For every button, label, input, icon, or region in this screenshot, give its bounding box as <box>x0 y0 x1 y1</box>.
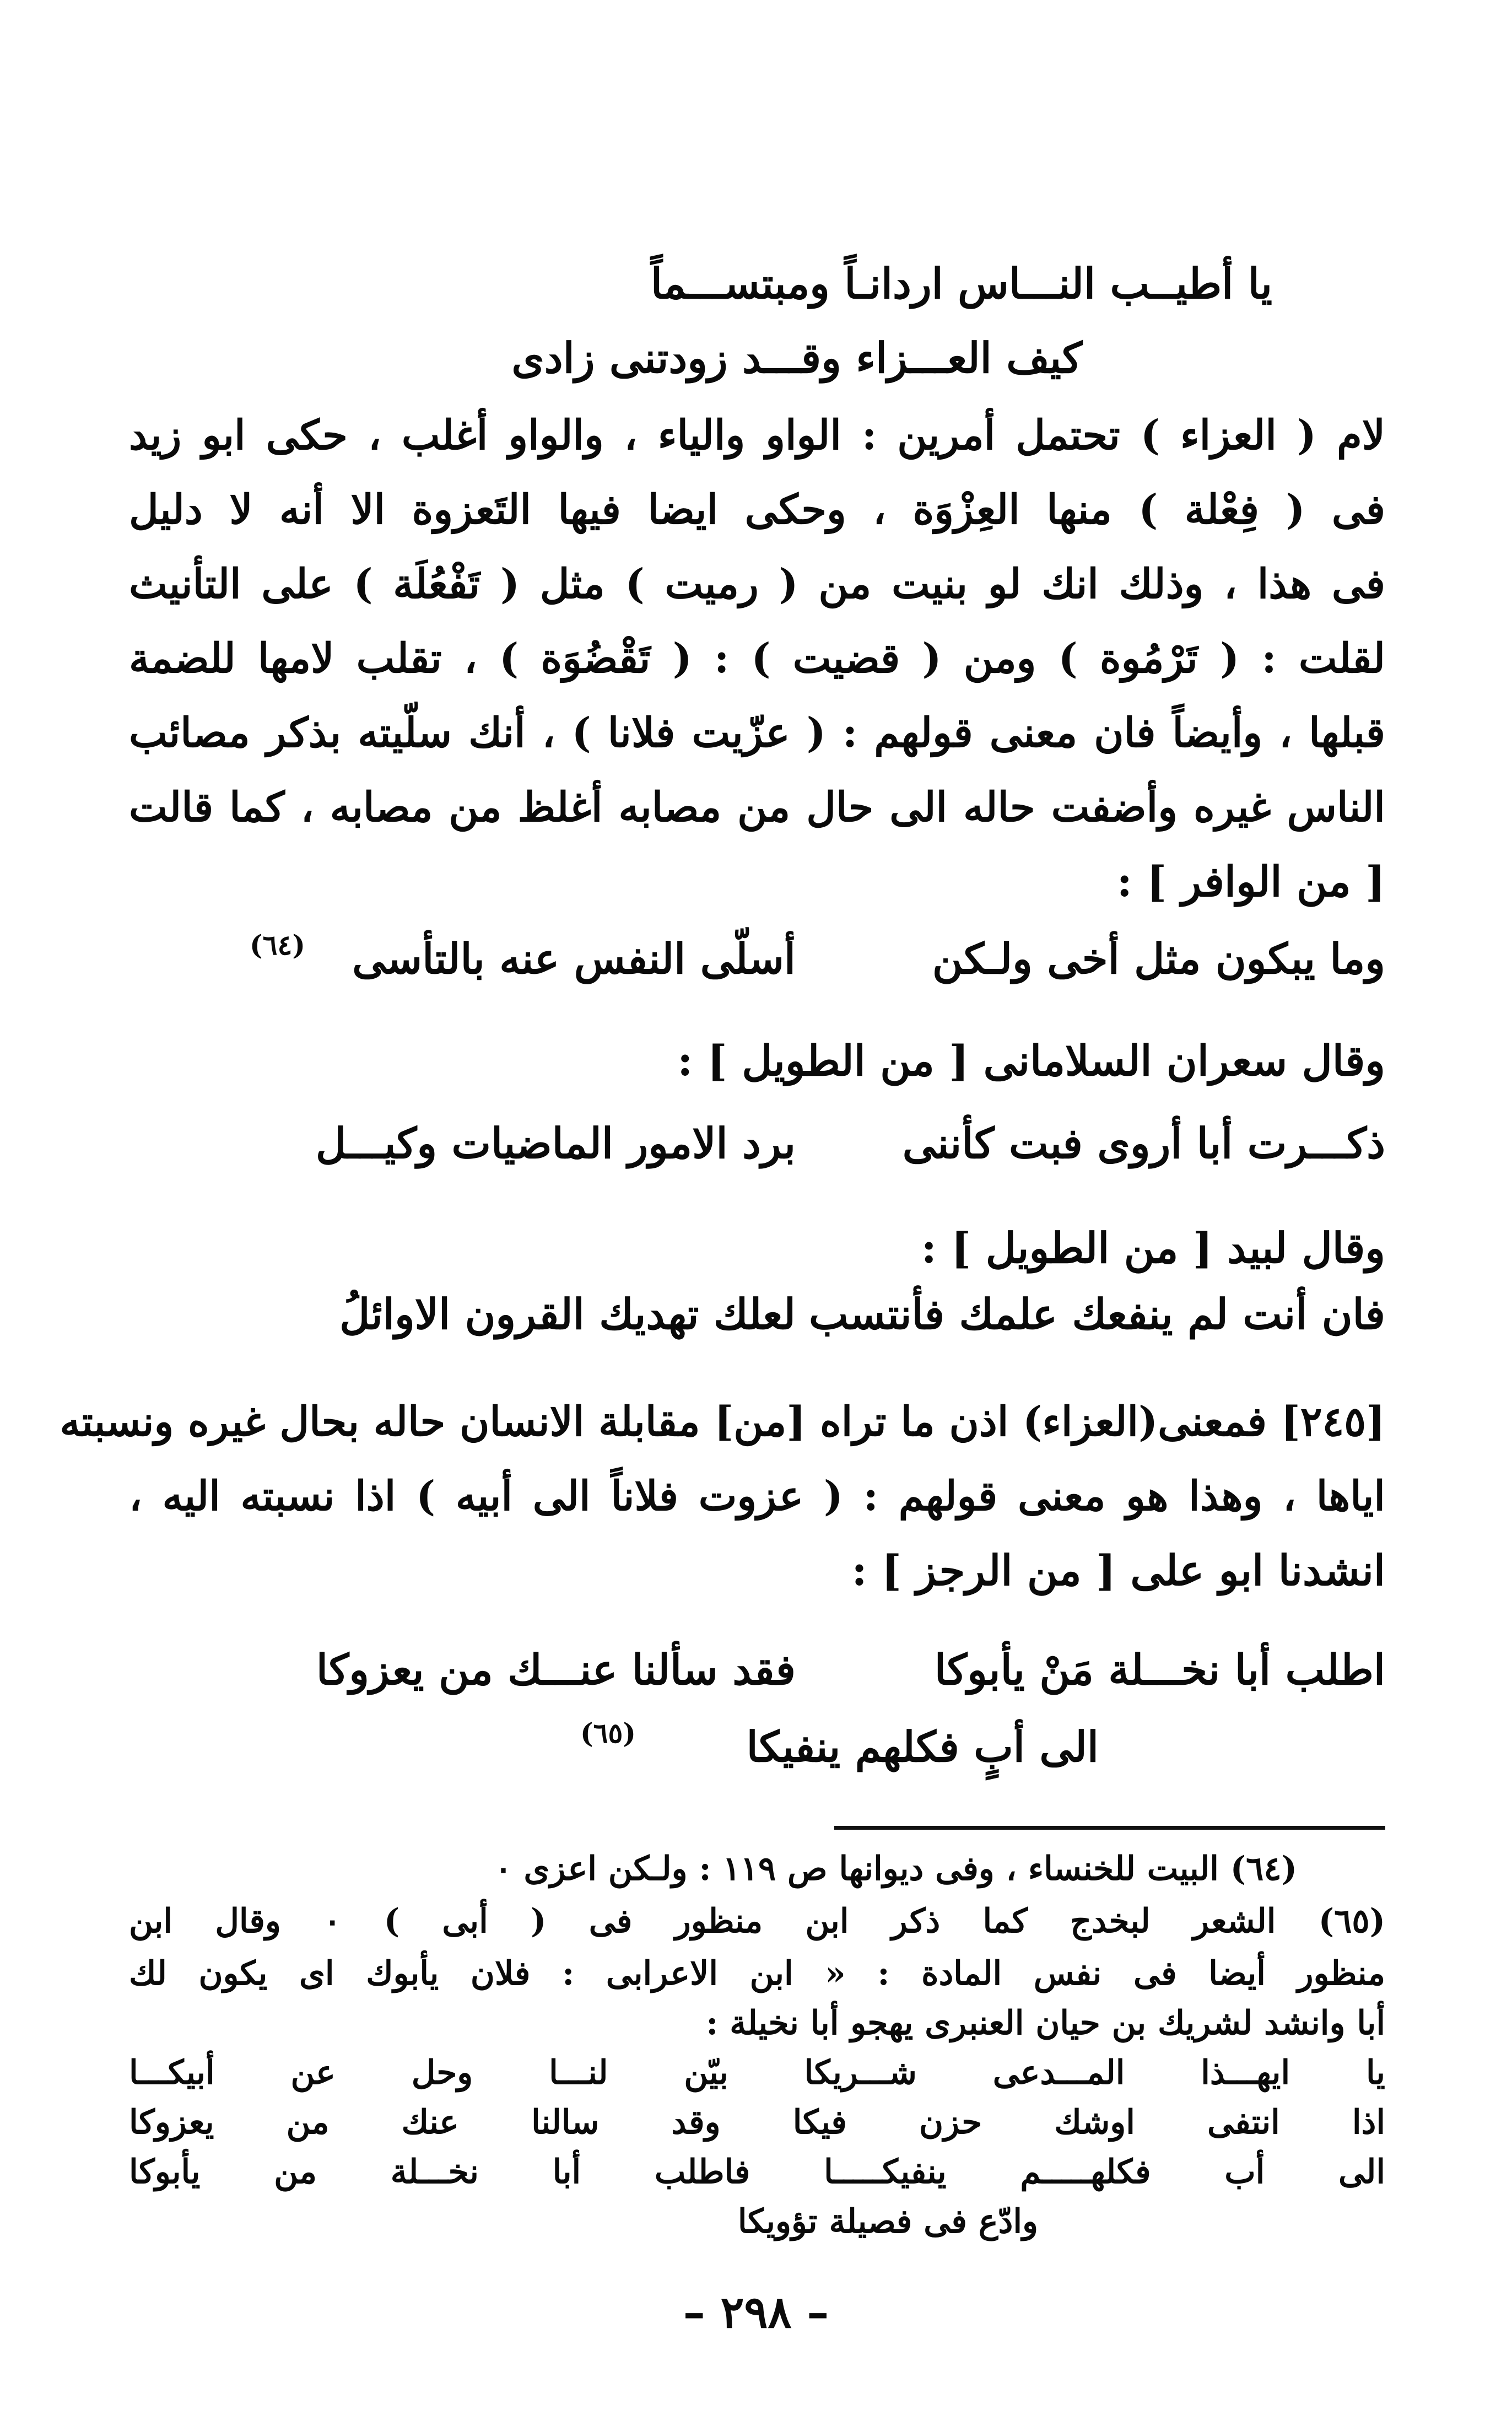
footnote-verse-line: يا ايهـــذا المـــدعى شـــريكا بيّن لنـــا وحل عن أبيكـــا <box>129 2053 1385 2092</box>
verse-3-second-hemistich: لعلك تهديك القرون الاوائلُ <box>339 1290 796 1339</box>
verse-2-second-hemistich: برد الامور الماضيات وكيـــل <box>315 1119 796 1168</box>
verse-1-first-hemistich: وما يبكون مثل أخى ولـكن <box>932 934 1385 983</box>
verse-3-first-hemistich: فان أنت لم ينفعك علمك فأنتسب <box>809 1290 1385 1339</box>
footnote-verse-line: الى أب فكلهـــــم ينفيكـــــا فاطلب أبا نخـــلة من يأبوكا <box>129 2153 1385 2191</box>
footnote-verse-line: وادّع فى فصيلة تؤويكا <box>737 2202 1038 2241</box>
footnote-divider <box>834 1826 1385 1830</box>
body-line: اياها ، وهذا هو معنى قولهم : ( عزوت فلاناً الى أبيه ) اذا نسبته اليه ، <box>129 1473 1385 1520</box>
body-line: فى ( فِعْلة ) منها العِزْوَة ، وحكى ايضا فيها التَعزوة الا أنه لا دليل <box>129 486 1385 533</box>
meter-label: [ من الوافر ] : <box>1116 857 1385 906</box>
body-line: [٢٤٥] فمعنى(العزاء) اذن ما تراه [من] مقابلة الانسان حاله بحال غيره ونسبته <box>60 1398 1385 1446</box>
body-line: الناس غيره وأضفت حاله الى حال من مصابه أغلظ من مصابه ، كما قالت <box>129 784 1385 831</box>
verse-4-intro: انشدنا ابو على [ من الرجز ] : <box>851 1546 1385 1595</box>
body-line: لام ( العزاء ) تحتمل أمرين : الواو والياء ، والواو أغلب ، حكى ابو زيد <box>129 412 1385 459</box>
body-line: لقلت : ( تَرْمُوة ) ومن ( قضيت ) : ( تَقْضُوَة ) ، تقلب لامها للضمة <box>129 635 1385 682</box>
footnote-verse-line: اذا انتفى اوشك حزن فيكا وقد سالنا عنك من يعزوكا <box>129 2103 1385 2142</box>
verse-4-second-hemistich: فقد سألنا عنـــك من يعزوكا <box>316 1645 796 1694</box>
footnote-marker-65: (٦٥) <box>580 1717 636 1749</box>
body-line: قبلها ، وأيضاً فان معنى قولهم : ( عزّيت فلانا ) ، أنك سلّيته بذكر مصائب <box>129 709 1385 757</box>
page-number: – ٢٩٨ – <box>683 2286 829 2338</box>
opening-verse-line-1: يا أطيــب النـــاس اردانـاً ومبتســـماً <box>650 259 1272 308</box>
body-line: فى هذا ، وذلك انك لو بنيت من ( رميت ) مثل ( تَفْعُلَة ) على التأنيث <box>129 560 1385 608</box>
verse-2-intro: وقال سعران السلامانى [ من الطويل ] : <box>677 1036 1385 1085</box>
verse-4-first-hemistich: اطلب أبا نخـــلة مَنْ يأبوكا <box>934 1645 1385 1694</box>
footnote-65-line: (٦٥) الشعر لبخدج كما ذكر ابن منظور فى ( أبى ) ٠ وقال ابن <box>129 1902 1385 1941</box>
footnote-marker-64: (٦٤) <box>249 929 305 961</box>
verse-4-third-line: الى أبٍ فكلهم ينفيكا <box>746 1722 1099 1771</box>
verse-3-intro: وقال لبيد [ من الطويل ] : <box>921 1223 1385 1273</box>
footnote-64: (٦٤) البيت للخنساء ، وفى ديوانها ص ١١٩ : ولـكن اعزى ٠ <box>494 1850 1297 1888</box>
footnote-65-line: منظور أيضا فى نفس المادة : « ابن الاعرابى : فلان يأبوك اى يكون لك <box>129 1954 1385 1993</box>
verse-2-first-hemistich: ذكـــرت أبا أروى فبت كأننى <box>902 1119 1385 1168</box>
verse-1-second-hemistich: أسلّى النفس عنه بالتأسى <box>352 934 796 983</box>
opening-verse-line-2: كيف العـــزاء وقـــد زودتنى زادى <box>511 333 1082 382</box>
footnote-65-line: أبا وانشد لشريك بن حيان العنبرى يهجو أبا نخيلة : <box>706 2004 1385 2042</box>
